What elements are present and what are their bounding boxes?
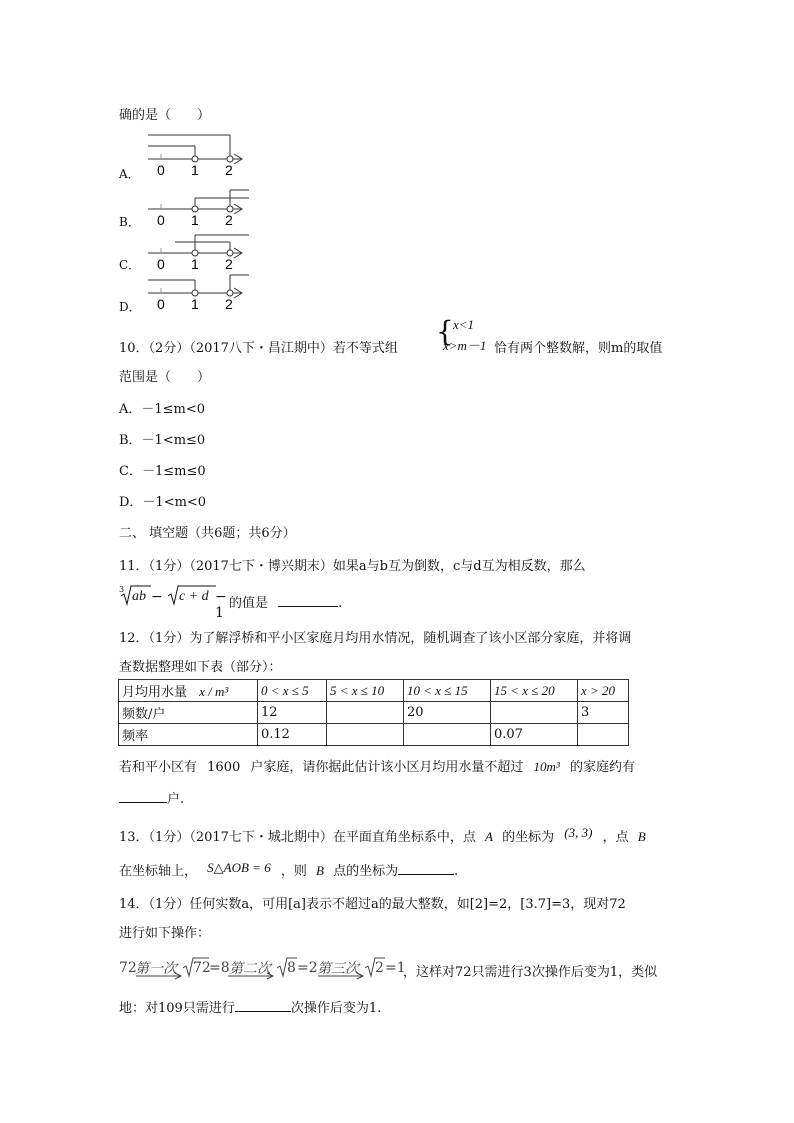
- q12-answer-blank[interactable]: [119, 789, 167, 803]
- q13-end: .: [454, 864, 459, 879]
- q12-line4-tail: 户.: [167, 792, 185, 807]
- tick-label-1: 1: [191, 212, 199, 228]
- table-cell: 20: [404, 702, 491, 724]
- table-cell: 0.07: [491, 724, 578, 746]
- op-eq1: =1: [385, 960, 406, 976]
- q12-line4: [119, 788, 184, 807]
- q12-households: 1600: [207, 760, 241, 775]
- q11-ab: ab: [132, 589, 146, 604]
- q14-line2: 进行如下操作：: [119, 926, 211, 941]
- table-cell: [491, 702, 578, 724]
- table-cell: 5 < x ≤ 10: [327, 680, 404, 702]
- q9-option-d-number-line[interactable]: [145, 272, 255, 314]
- q9-option-c-number-line[interactable]: [145, 232, 255, 274]
- q9-option-c-letter[interactable]: C．: [119, 258, 141, 272]
- q10-option-b[interactable]: B．－1<m≤0: [119, 433, 206, 448]
- table-cell: 15 < x ≤ 20: [491, 680, 578, 702]
- q11-root-index: 3: [119, 585, 125, 594]
- q14-line4: [119, 997, 381, 1016]
- q10-system-brace: {: [436, 315, 454, 348]
- q12-line2: 查数据整理如下表（部分）：: [119, 660, 282, 675]
- table-cell: 频率: [119, 724, 258, 746]
- q10-system-top: x<1: [453, 317, 475, 332]
- q12-line3-a: 若和平小区有: [119, 760, 198, 775]
- q13-line2-b: ，则: [280, 864, 307, 879]
- tick-label-2: 2: [225, 162, 233, 178]
- q11-cd: c + d: [179, 589, 209, 604]
- q13-line1-b: 的坐标为: [502, 830, 555, 845]
- table-row: [119, 702, 629, 724]
- q13-line1-c: ，点: [602, 830, 629, 845]
- op-r1: 72: [193, 960, 211, 976]
- q11-tail: − 1: [215, 589, 227, 621]
- table-cell: 10 < x ≤ 15: [404, 680, 491, 702]
- tick-label-1: 1: [191, 256, 199, 272]
- q11-end: .: [338, 596, 343, 611]
- op-r3: 2: [375, 960, 384, 976]
- q10-option-c[interactable]: C．－1≤m≤0: [119, 464, 206, 479]
- tick-label-2: 2: [225, 212, 233, 228]
- q12-line1: 12．（1分）为了解浮桥和平小区家庭月均用水情况，随机调查了该小区部分家庭，并将调: [119, 631, 632, 646]
- q13-point-a: A: [485, 829, 493, 844]
- q14-operation-chain: [119, 954, 719, 982]
- tick-label-2: 2: [225, 296, 233, 312]
- q9-option-b-letter[interactable]: B．: [119, 215, 140, 229]
- op-tail: ，这样对72只需进行3次操作后变为1，类似: [403, 965, 658, 980]
- table-cell: [327, 724, 404, 746]
- arrow-underline-icon: [317, 954, 367, 982]
- table-cell: [578, 724, 629, 746]
- q9-option-d-letter[interactable]: D．: [119, 300, 141, 314]
- op-third: 第三次: [317, 961, 359, 977]
- q10-suffix: 恰有两个整数解，则m的取值: [494, 341, 663, 356]
- q14-line1: 14．（1分）任何实数a，可用[a]表示不超过a的最大整数，如[2]=2，[3.7]=3，现对72: [119, 897, 626, 912]
- table-cell: 12: [258, 702, 327, 724]
- header-unit: x / m³: [199, 684, 229, 699]
- q13-line1-a: 13．（1分）（2017七下・城北期中）在平面直角坐标系中，点: [119, 830, 476, 845]
- op-first: 第一次: [135, 961, 177, 977]
- q11-minus: −: [151, 589, 163, 605]
- q11-line2-text: 的值是: [229, 596, 269, 611]
- q11-answer-blank[interactable]: [278, 593, 338, 607]
- q13-line2: [119, 860, 458, 879]
- q13-line2-c: 点的坐标为: [333, 864, 399, 879]
- table-row: [119, 680, 629, 702]
- table-row: [119, 724, 629, 746]
- q12-line3-b: 户家庭，请你据此估计该小区月均用水量不超过: [250, 760, 524, 775]
- table-cell: [404, 724, 491, 746]
- table-cell: x > 20: [578, 680, 629, 702]
- q14-answer-blank[interactable]: [235, 998, 291, 1012]
- q9-option-b-number-line[interactable]: [145, 186, 255, 230]
- tick-label-0: 0: [157, 256, 165, 272]
- table-cell: 3: [578, 702, 629, 724]
- table-cell: [327, 702, 404, 724]
- q13-coord: (3, 3): [564, 825, 593, 840]
- q9-option-a-letter[interactable]: A．: [119, 167, 140, 181]
- op-eq2: =2: [297, 960, 318, 976]
- q13-line1: [119, 826, 646, 845]
- q10-line2: 范围是（ ）: [119, 370, 211, 385]
- op-72: 72: [119, 960, 137, 976]
- q12-frequency-table: [118, 679, 629, 746]
- q12-line3-c: 的家庭约有: [569, 760, 635, 775]
- q10-option-d[interactable]: D．－1<m<0: [119, 495, 207, 510]
- q14-line4-b: 次操作后变为1.: [290, 1001, 382, 1016]
- q13-area: S△AOB = 6: [207, 860, 271, 875]
- op-second: 第二次: [229, 961, 271, 977]
- section-2-title: 二、 填空题（共6题；共6分）: [119, 526, 296, 541]
- q11-line2: [229, 592, 342, 611]
- op-r2: 8: [287, 960, 296, 976]
- tick-label-0: 0: [157, 162, 165, 178]
- q13-point-b-2: B: [316, 863, 324, 878]
- op-eq8: =8: [209, 960, 230, 976]
- q13-answer-blank[interactable]: [398, 861, 454, 875]
- q14-line4-a: 地：对109只需进行: [119, 1001, 235, 1016]
- q12-threshold: 10m³: [533, 759, 560, 774]
- tick-label-0: 0: [157, 212, 165, 228]
- q10-system-bottom: x>m－1: [443, 338, 487, 353]
- q13-line2-a: 在坐标轴上，: [119, 864, 198, 879]
- q13-point-b: B: [637, 829, 646, 844]
- q9-tail: 确的是（ ）: [119, 108, 211, 123]
- tick-label-1: 1: [191, 296, 199, 312]
- tick-label-2: 2: [225, 256, 233, 272]
- q11-line1: 11．（1分）（2017七下・博兴期末）如果a与b互为倒数，c与d互为相反数，那么: [119, 559, 586, 574]
- tick-label-1: 1: [191, 162, 199, 178]
- q10-prefix: 10．（2分）（2017八下・昌江期中）若不等式组: [119, 341, 398, 356]
- q11-expression: [119, 584, 229, 621]
- table-cell: 0 < x ≤ 5: [258, 680, 327, 702]
- tick-label-0: 0: [157, 296, 165, 312]
- table-cell: 频数/户: [119, 702, 258, 724]
- q10-option-a[interactable]: A．－1≤m<0: [119, 402, 206, 417]
- table-cell: 0.12: [258, 724, 327, 746]
- q9-option-a-number-line[interactable]: [145, 132, 255, 180]
- q12-line3: [119, 756, 635, 775]
- table-cell: 月均用水量 x / m³: [119, 680, 258, 702]
